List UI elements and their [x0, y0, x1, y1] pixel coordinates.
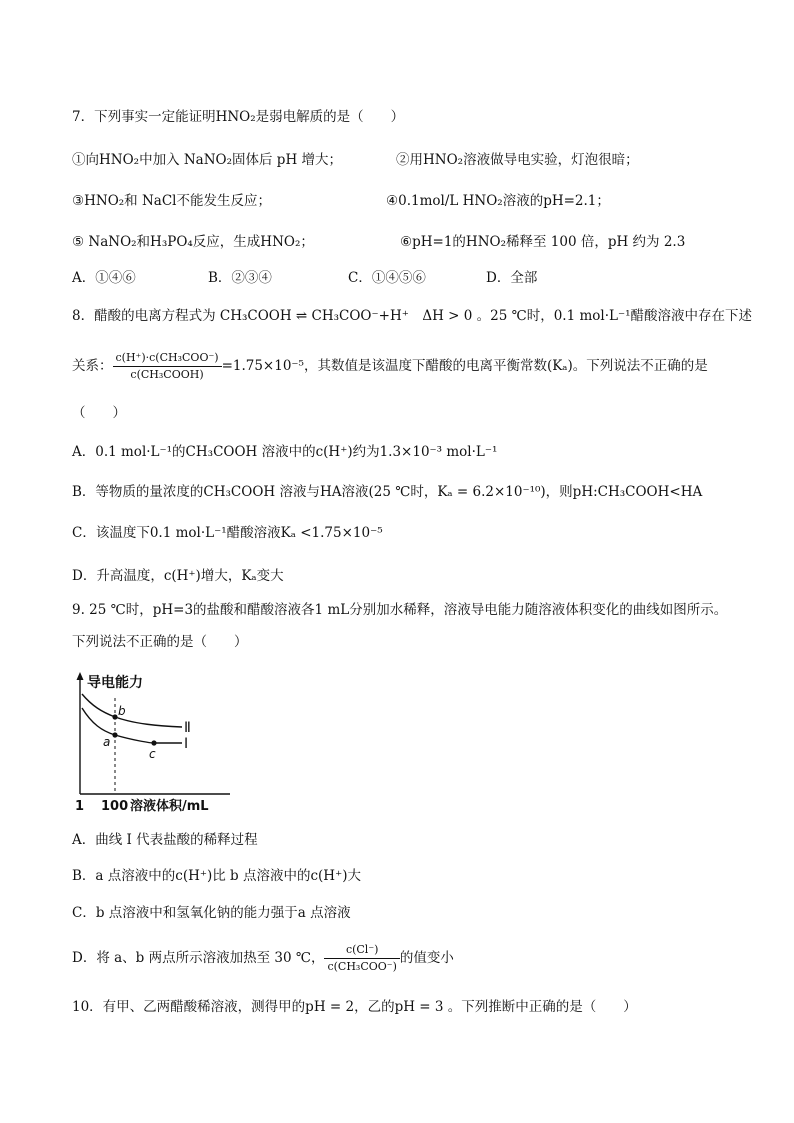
q8-option-d[interactable]: D．升高温度，c(H⁺)增大，Kₐ变大	[72, 568, 284, 584]
y-axis-label: 导电能力	[87, 675, 143, 691]
q9-option-a[interactable]: A．曲线 I 代表盐酸的稀释过程	[72, 832, 258, 848]
q9-fraction-numerator: c(Cl⁻)	[324, 942, 399, 959]
q8-relation	[72, 350, 708, 383]
q7-option-d[interactable]: D．全部	[486, 270, 538, 286]
q7-option-a[interactable]: A．①④⑥	[72, 270, 136, 286]
q7-stem: 7．下列事实一定能证明HNO₂是弱电解质的是（ ）	[72, 109, 405, 125]
q7-option-b[interactable]: B．②③④	[208, 270, 272, 286]
q8-option-a[interactable]: A．0.1 mol·L⁻¹的CH₃COOH 溶液中的c(H⁺)约为1.3×10⁻³ mol·L⁻¹	[72, 444, 498, 460]
q9-stem-line-1: 9. 25 ℃时，pH=3的盐酸和醋酸溶液各1 mL分别加水稀释，溶液导电能力随溶液体积变化的曲线如图所示。	[72, 602, 728, 618]
q8-relation-suffix: =1.75×10⁻⁵，其数值是该温度下醋酸的电离平衡常数(Kₐ)。下列说法不正确的是	[221, 358, 708, 374]
q7-option-c[interactable]: C．①④⑤⑥	[348, 270, 426, 286]
q9-fraction-denominator: c(CH₃COO⁻)	[327, 960, 397, 973]
q8-relation-prefix: 关系：	[72, 358, 113, 374]
q7-statement-2: ②用HNO₂溶液做导电实验，灯泡很暗；	[396, 152, 639, 168]
q9-stem-line-2: 下列说法不正确的是（ ）	[72, 634, 248, 650]
q9-option-d-suffix: 的值变小	[399, 950, 454, 966]
q7-statement-5: ⑤ NaNO₂和H₃PO₄反应，生成HNO₂；	[72, 234, 314, 250]
q9-option-d-fraction	[324, 942, 399, 975]
q9-option-d[interactable]	[72, 942, 454, 975]
q9-option-d-prefix: D．将 a、b 两点所示溶液加热至 30 ℃，	[72, 950, 325, 966]
q7-statement-3: ③HNO₂和 NaCl不能发生反应；	[72, 193, 271, 209]
q9-option-b[interactable]: B．a 点溶液中的c(H⁺)比 b 点溶液中的c(H⁺)大	[72, 868, 361, 884]
q8-fraction-denominator: c(CH₃COOH)	[130, 368, 204, 381]
curve-ii-label: Ⅱ	[184, 720, 191, 736]
point-b-dot	[112, 714, 117, 719]
curve-ii	[82, 694, 182, 727]
x-tick-1: 1	[75, 799, 85, 814]
point-a-label: a	[103, 735, 111, 749]
q8-option-c[interactable]: C．该温度下0.1 mol·L⁻¹醋酸溶液Kₐ <1.75×10⁻⁵	[72, 525, 383, 541]
q7-statement-6: ⑥pH=1的HNO₂稀释至 100 倍，pH 约为 2.3	[400, 234, 686, 250]
q7-statement-1: ①向HNO₂中加入 NaNO₂固体后 pH 增大；	[72, 152, 343, 168]
q10-stem: 10．有甲、乙两醋酸稀溶液，测得甲的pH = 2，乙的pH = 3 。下列推断中正确的是（ ）	[72, 999, 637, 1015]
curve-i-label: Ⅰ	[184, 736, 189, 752]
point-c-label: c	[149, 747, 156, 761]
point-a-dot	[112, 732, 117, 737]
q8-stem: 8．醋酸的电离方程式为 CH₃COOH ⇌ CH₃COO⁻+H⁺ ΔH > 0 。25 ℃时，0.1 mol·L⁻¹醋酸溶液中存在下述	[72, 308, 753, 324]
y-axis-arrow	[77, 672, 84, 680]
x-axis-label: 溶液体积/mL	[130, 799, 209, 814]
q7-options	[72, 268, 537, 288]
q8-ka-fraction	[113, 350, 222, 383]
q8-option-b[interactable]: B．等物质的量浓度的CH₃COOH 溶液与HA溶液(25 ℃时，Kₐ = 6.2×10⁻¹⁰)，则pH:CH₃COOH<HA	[72, 484, 703, 500]
x-tick-100: 100	[101, 799, 129, 814]
q9-option-c[interactable]: C．b 点溶液中和氢氧化钠的能力强于a 点溶液	[72, 905, 351, 921]
point-c-dot	[151, 740, 156, 745]
q8-fraction-numerator: c(H⁺)·c(CH₃COO⁻)	[113, 350, 222, 367]
point-b-label: b	[118, 704, 126, 718]
conductivity-graph	[70, 668, 240, 816]
q8-answer-paren: （ ）	[72, 405, 126, 421]
q7-statement-4: ④0.1mol/L HNO₂溶液的pH=2.1；	[386, 193, 610, 209]
